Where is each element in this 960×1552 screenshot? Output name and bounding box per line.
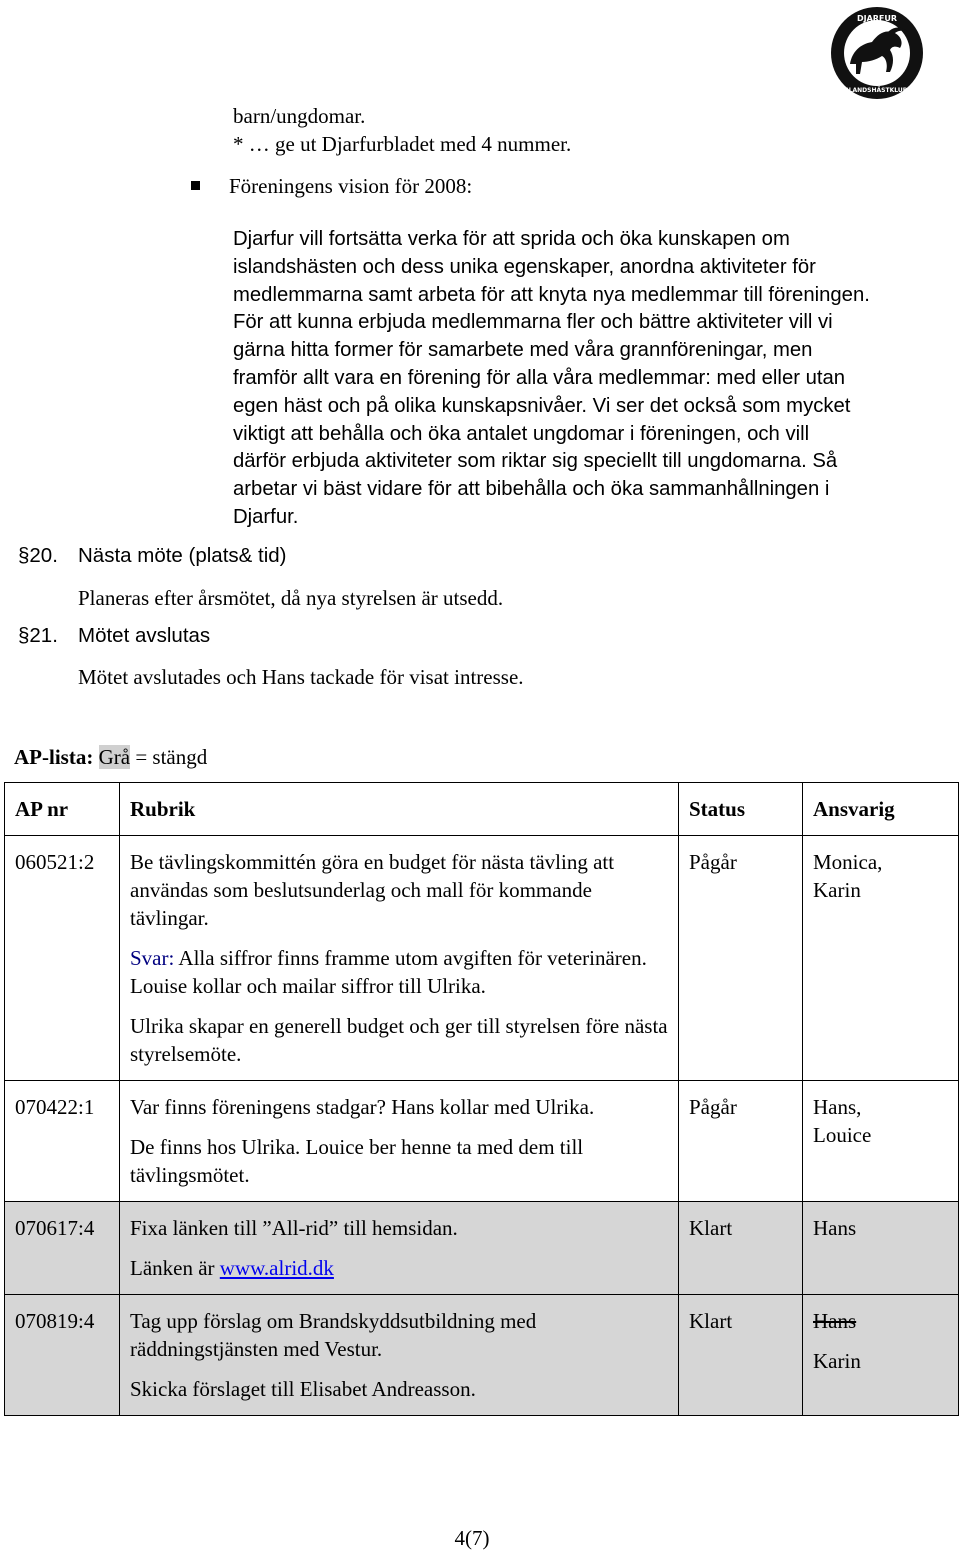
- svg-text:ISLANDSHÄSTKLUBB: ISLANDSHÄSTKLUBB: [842, 87, 912, 94]
- rubrik-paragraph: Fixa länken till ”All-rid” till hemsidan.: [130, 1216, 458, 1240]
- vision-line: gärna hitta former för samarbete med våra grannföreningar, men: [233, 339, 813, 362]
- page-number: 4(7): [454, 1526, 490, 1550]
- rubrik-paragraph: Var finns föreningens stadgar? Hans kollar med Ulrika.: [130, 1095, 595, 1119]
- table-row: [5, 1081, 959, 1202]
- rubrik-paragraph: [130, 1254, 670, 1282]
- cell-ansvarig: [803, 1202, 959, 1295]
- closed-color-sample: Grå: [98, 745, 131, 769]
- alrid-link[interactable]: www.alrid.dk: [219, 1256, 334, 1280]
- table-row-closed: [5, 1295, 959, 1416]
- ansvarig-name-struck: Hans: [813, 1309, 857, 1333]
- ansvarig-name: Karin: [813, 878, 861, 902]
- ap-table: [4, 782, 959, 1416]
- rubrik-paragraph: Tag upp förslag om Brandskyddsutbildning med räddningstjänsten med Vestur.: [130, 1309, 537, 1361]
- svg-text:DJARFUR: DJARFUR: [856, 14, 898, 23]
- section-body-21: Mötet avslutades och Hans tackade för visat intresse.: [78, 665, 524, 689]
- vision-line: Djarfur vill fortsätta verka för att sprida och öka kunskapen om: [233, 228, 790, 250]
- link-prefix: Länken är: [130, 1256, 220, 1280]
- continuation-line: * … ge ut Djarfurbladet med 4 nummer.: [233, 132, 572, 156]
- svar-label: Svar:: [130, 946, 175, 970]
- svar-text: Alla siffror finns framme utom avgiften för veterinären. Louise kollar och mailar siffror till Ulrika.: [130, 946, 647, 998]
- vision-line: Djarfur.: [233, 505, 299, 528]
- rubrik-paragraph: Skicka förslaget till Elisabet Andreasson.: [130, 1377, 476, 1401]
- vision-line: viktigt att behålla och öka antalet ungdomar i föreningen, och vill: [233, 422, 810, 445]
- ap-list-legend: = stängd: [130, 745, 208, 769]
- cell-ap-nr: 070422:1: [5, 1081, 120, 1202]
- rubrik-paragraph: De finns hos Ulrika. Louice ber henne ta med dem till tävlingsmötet.: [130, 1135, 584, 1187]
- table-row: [5, 836, 959, 1081]
- header-ansvarig: Ansvarig: [803, 783, 959, 836]
- cell-rubrik: [120, 1081, 679, 1202]
- ap-list-label: AP-lista:: [14, 745, 94, 769]
- vision-line: arbetar vi bäst vidare för att bibehålla och öka sammanhållningen i: [233, 478, 830, 501]
- ansvarig-name: Louice: [813, 1123, 872, 1147]
- cell-status: Klart: [679, 1295, 803, 1416]
- vision-line: framför allt vara en förening för alla våra medlemmar: med eller utan: [233, 366, 846, 389]
- section-number: §21.: [18, 624, 58, 647]
- ansvarig-name: Karin: [813, 1349, 861, 1373]
- vision-paragraph: [233, 226, 903, 532]
- header-ap-nr: AP nr: [5, 783, 120, 836]
- section-heading-20: [18, 542, 287, 570]
- vision-heading: [191, 172, 472, 200]
- cell-status: Klart: [679, 1202, 803, 1295]
- table-header-row: [5, 783, 959, 836]
- ansvarig-name: Hans: [813, 1216, 857, 1240]
- vision-line: därför erbjuda aktiviteter som riktar sig speciellt till ungdomarna. Så: [233, 450, 838, 473]
- square-bullet-icon: [191, 181, 200, 190]
- header-rubrik: Rubrik: [120, 783, 679, 836]
- cell-ap-nr: 070819:4: [5, 1295, 120, 1416]
- cell-ansvarig: [803, 1295, 959, 1416]
- rubrik-paragraph: [130, 944, 670, 1000]
- header-status: Status: [679, 783, 803, 836]
- rubrik-paragraph: Be tävlingskommittén göra en budget för nästa tävling att användas som beslutsunderlag och mall för kommande tävlingar.: [130, 850, 615, 930]
- cell-rubrik: [120, 1202, 679, 1295]
- rubrik-paragraph: Ulrika skapar en generell budget och ger till styrelsen före nästa styrelsemöte.: [130, 1014, 668, 1066]
- club-logo: [822, 4, 932, 102]
- cell-ansvarig: [803, 836, 959, 1081]
- ap-list-title: [14, 743, 207, 771]
- cell-rubrik: [120, 836, 679, 1081]
- horse-logo-icon: [822, 4, 932, 102]
- vision-line: medlemmarna samt arbeta för att knyta nya medlemmar till föreningen.: [233, 283, 870, 306]
- section-body-20: Planeras efter årsmötet, då nya styrelsen är utsedd.: [78, 586, 504, 610]
- vision-line: egen häst och på olika kunskapsnivåer. Vi ser det också som mycket: [233, 394, 851, 417]
- cell-ap-nr: 070617:4: [5, 1202, 120, 1295]
- vision-line: islandshästen och dess unika egenskaper, anordna aktiviteter för: [233, 255, 816, 278]
- section-title: Nästa möte (plats& tid): [78, 544, 287, 567]
- cell-status: Pågår: [679, 1081, 803, 1202]
- table-row-closed: [5, 1202, 959, 1295]
- ansvarig-name: Hans,: [813, 1095, 862, 1119]
- continuation-text: [233, 102, 571, 158]
- vision-heading-text: Föreningens vision för 2008:: [229, 174, 473, 198]
- vision-line: För att kunna erbjuda medlemmarna fler och bättre aktiviteter vill vi: [233, 311, 833, 334]
- cell-ap-nr: 060521:2: [5, 836, 120, 1081]
- ansvarig-name: Monica,: [813, 850, 883, 874]
- cell-status: Pågår: [679, 836, 803, 1081]
- section-heading-21: [18, 622, 210, 650]
- cell-rubrik: [120, 1295, 679, 1416]
- section-title: Mötet avslutas: [78, 624, 211, 647]
- section-number: §20.: [18, 544, 58, 567]
- continuation-line: barn/ungdomar.: [233, 104, 366, 128]
- cell-ansvarig: [803, 1081, 959, 1202]
